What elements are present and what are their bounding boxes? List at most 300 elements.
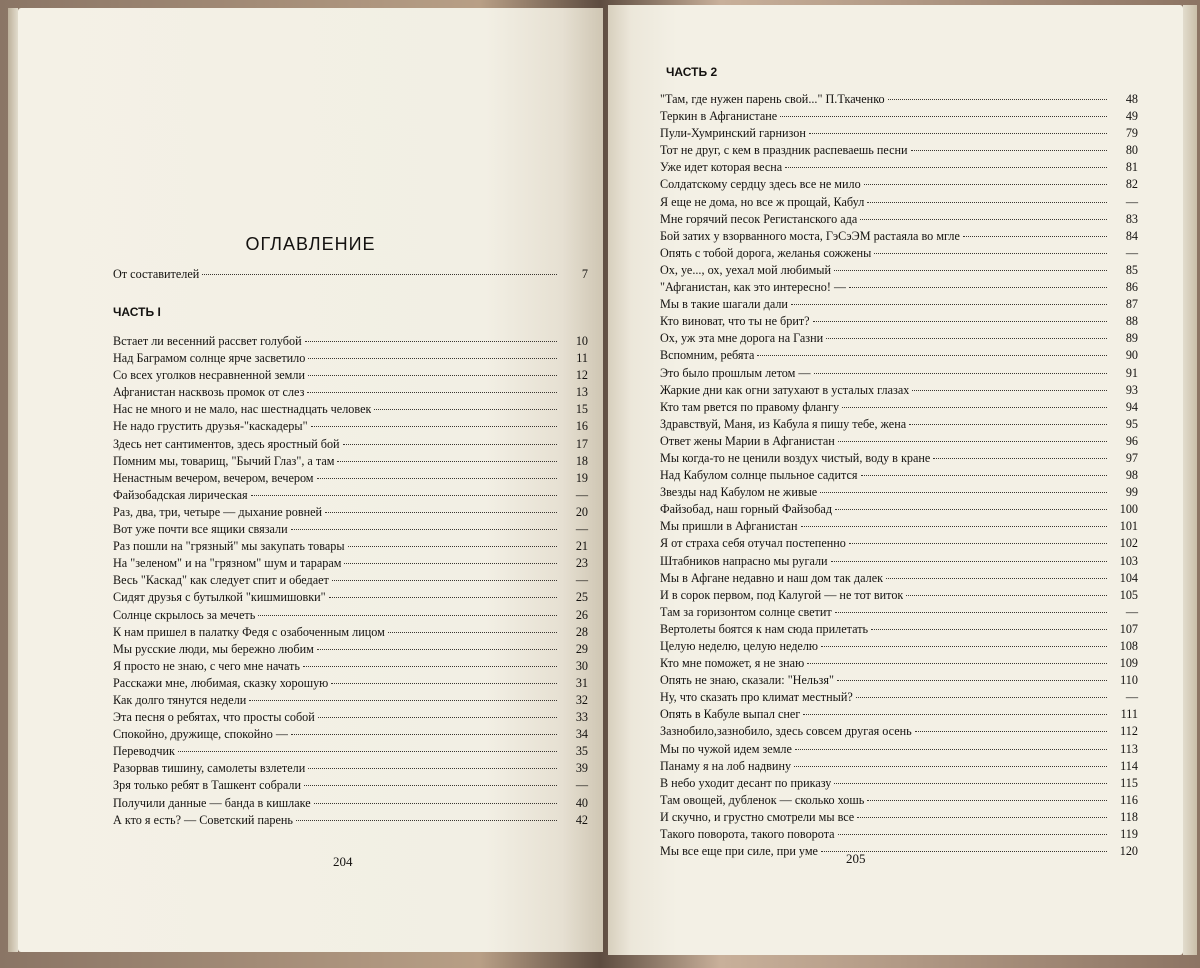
entry-title: Тот не друг, с кем в праздник распеваешь песни xyxy=(660,143,908,158)
entry-title: Зазнобило,зазнобило, здесь совсем другая осень xyxy=(660,724,912,739)
toc-entry[interactable] xyxy=(113,743,588,760)
entry-page: 80 xyxy=(1125,143,1138,158)
dot-leader xyxy=(826,338,1107,339)
dot-leader xyxy=(314,803,557,804)
entry-page: 39 xyxy=(575,761,588,776)
entry-page: 100 xyxy=(1119,502,1138,517)
entry-page: 81 xyxy=(1125,160,1138,175)
entry-title: Над Баграмом солнце ярче засветило xyxy=(113,351,306,366)
dot-leader xyxy=(325,512,557,513)
entry-page: 29 xyxy=(575,641,588,656)
dot-leader xyxy=(308,768,557,769)
toc-entry[interactable] xyxy=(113,504,588,521)
dot-leader xyxy=(329,597,557,598)
toc-entry[interactable] xyxy=(660,313,1138,330)
entry-page: 85 xyxy=(1125,262,1138,277)
entry-page: 84 xyxy=(1125,228,1138,243)
entry-title: Вертолеты боятся к нам сюда прилетать xyxy=(660,621,869,636)
entry-title: Мы русские люди, мы бережно любим xyxy=(113,641,314,656)
toc-entry[interactable] xyxy=(113,487,588,504)
toc-entry[interactable] xyxy=(660,723,1138,740)
entry-title: Вспомним, ребята xyxy=(660,348,755,363)
entry-page: 10 xyxy=(575,334,588,348)
entry-page: — xyxy=(575,487,588,502)
entry-title: Кто мне поможет, я не знаю xyxy=(660,656,805,671)
entry-page: 26 xyxy=(575,607,588,622)
toc-list-part-2 xyxy=(660,91,1138,860)
dot-leader xyxy=(332,580,557,581)
toc-entry[interactable] xyxy=(660,433,1138,450)
dot-leader xyxy=(801,526,1107,527)
dot-leader xyxy=(291,734,557,735)
entry-title: Ох, уж эта мне дорога на Газни xyxy=(660,331,824,346)
toc-entry[interactable] xyxy=(660,296,1138,313)
entry-title: Эта песня о ребятах, что просты собой xyxy=(113,710,315,725)
entry-title: Сидят друзья с бутылкой "кишмишовки" xyxy=(113,590,326,605)
toc-entry[interactable] xyxy=(660,176,1138,193)
dot-leader xyxy=(304,785,557,786)
part-1-heading: ЧАСТЬ I xyxy=(113,305,161,319)
entry-page: 110 xyxy=(1120,673,1138,688)
toc-entry[interactable] xyxy=(660,142,1138,159)
entry-title: "Там, где нужен парень свой..." П.Ткаченко xyxy=(660,92,885,106)
toc-entry[interactable] xyxy=(660,638,1138,655)
entry-page: 108 xyxy=(1119,639,1138,653)
entry-page: 98 xyxy=(1125,468,1138,483)
entry-title: "Афганистан, как это интересно! — xyxy=(660,280,847,295)
entry-title: Как долго тянутся недели xyxy=(113,692,247,707)
toc-entry[interactable] xyxy=(660,416,1138,433)
dot-leader xyxy=(912,390,1107,391)
dot-leader xyxy=(874,253,1107,254)
toc-entry[interactable] xyxy=(113,538,588,555)
toc-entry[interactable] xyxy=(660,245,1138,262)
entry-page: 115 xyxy=(1120,775,1138,790)
dot-leader xyxy=(311,426,557,427)
toc-entry[interactable] xyxy=(660,330,1138,347)
entry-page: 99 xyxy=(1125,485,1138,500)
dot-leader xyxy=(886,578,1107,579)
dot-leader xyxy=(888,99,1107,100)
toc-entry[interactable] xyxy=(113,333,588,350)
entry-page: — xyxy=(1125,245,1138,260)
entry-title: Мы в такие шагали дали xyxy=(660,297,788,312)
entry-page: — xyxy=(575,573,588,588)
entry-page: 15 xyxy=(575,402,588,417)
entry-title: Нас не много и не мало, нас шестнадцать человек xyxy=(113,402,372,417)
dot-leader xyxy=(348,546,557,547)
dot-leader xyxy=(911,150,1107,151)
dot-leader xyxy=(291,529,557,530)
dot-leader xyxy=(202,274,557,275)
entry-page: 83 xyxy=(1125,211,1138,226)
entry-title: Штабников напрасно мы ругали xyxy=(660,553,828,568)
entry-page: 21 xyxy=(575,539,588,554)
entry-page: 93 xyxy=(1125,382,1138,397)
entry-page: — xyxy=(1125,194,1138,209)
entry-title: Опять с тобой дорога, желанья сожжены xyxy=(660,245,872,260)
entry-page: 87 xyxy=(1125,297,1138,312)
dot-leader xyxy=(803,714,1107,715)
dot-leader xyxy=(835,612,1107,613)
toc-entry[interactable] xyxy=(660,843,1138,860)
entry-page: 90 xyxy=(1125,348,1138,363)
toc-entry[interactable] xyxy=(660,706,1138,723)
entry-page: — xyxy=(575,522,588,537)
dot-leader xyxy=(791,304,1107,305)
toc-entry[interactable] xyxy=(113,795,588,812)
entry-page: 16 xyxy=(575,419,588,434)
entry-title: Над Кабулом солнце пыльное садится xyxy=(660,468,858,483)
entry-page: 97 xyxy=(1125,450,1138,465)
dot-leader xyxy=(860,219,1107,220)
toc-entry[interactable] xyxy=(660,689,1138,706)
toc-entry[interactable] xyxy=(660,553,1138,570)
toc-entry[interactable] xyxy=(660,399,1138,416)
entry-title: Здесь нет сантиментов, здесь яростный бой xyxy=(113,436,340,451)
entry-page: — xyxy=(1125,604,1138,619)
dot-leader xyxy=(307,392,557,393)
entry-page: 113 xyxy=(1120,741,1138,756)
toc-entry[interactable] xyxy=(660,194,1138,211)
dot-leader xyxy=(337,461,557,462)
entry-page: 48 xyxy=(1125,92,1138,106)
dot-leader xyxy=(331,683,557,684)
toc-entry[interactable] xyxy=(660,501,1138,518)
entry-page: 105 xyxy=(1119,587,1138,602)
toc-entry[interactable] xyxy=(660,211,1138,228)
entry-page: 109 xyxy=(1119,656,1138,671)
dot-leader xyxy=(871,629,1107,630)
entry-page: 18 xyxy=(575,453,588,468)
dot-leader xyxy=(867,800,1107,801)
toc-entry[interactable] xyxy=(660,91,1138,108)
entry-title: Опять в Кабуле выпал снег xyxy=(660,707,801,722)
toc-entry[interactable] xyxy=(113,470,588,487)
entry-page: 19 xyxy=(575,470,588,485)
entry-title: Раз, два, три, четыре — дыхание ровней xyxy=(113,504,323,519)
toc-entry[interactable] xyxy=(660,365,1138,382)
dot-leader xyxy=(388,632,557,633)
toc-entry[interactable] xyxy=(113,812,588,829)
toc-entry[interactable] xyxy=(113,607,588,624)
left-page xyxy=(18,8,603,952)
toc-entry[interactable] xyxy=(660,587,1138,604)
entry-page: 33 xyxy=(575,710,588,725)
entry-title: А кто я есть? — Советский парень xyxy=(113,812,293,827)
entry-title: Мне горячий песок Регистанского ада xyxy=(660,211,858,226)
dot-leader xyxy=(308,375,557,376)
entry-title: И скучно, и грустно смотрели мы все xyxy=(660,809,855,824)
right-page-edge xyxy=(1183,5,1197,955)
dot-leader xyxy=(780,116,1107,117)
dot-leader xyxy=(861,475,1107,476)
toc-entry[interactable] xyxy=(113,589,588,606)
dot-leader xyxy=(814,373,1107,374)
entry-page: — xyxy=(1125,690,1138,705)
entry-page: 7 xyxy=(581,267,588,281)
dot-leader xyxy=(305,341,557,342)
toc-entry[interactable] xyxy=(660,672,1138,689)
toc-entry[interactable] xyxy=(660,655,1138,672)
entry-title: Мы по чужой идем земле xyxy=(660,741,792,756)
dot-leader xyxy=(838,834,1107,835)
dot-leader xyxy=(807,663,1107,664)
entry-title: Солнце скрылось за мечеть xyxy=(113,607,256,622)
entry-page: 12 xyxy=(575,368,588,383)
toc-entry[interactable] xyxy=(113,726,588,743)
toc-entry-front-matter[interactable] xyxy=(113,266,588,283)
toc-entry[interactable] xyxy=(660,262,1138,279)
toc-entry[interactable] xyxy=(660,125,1138,142)
toc-entry[interactable] xyxy=(113,658,588,675)
toc-entry[interactable] xyxy=(660,108,1138,125)
dot-leader xyxy=(835,509,1107,510)
dot-leader xyxy=(963,236,1107,237)
toc-entry[interactable] xyxy=(113,555,588,572)
left-page-edge xyxy=(8,8,18,952)
entry-title: Ну, что сказать про климат местный? xyxy=(660,690,853,705)
toc-entry[interactable] xyxy=(113,760,588,777)
toc-entry[interactable] xyxy=(660,792,1138,809)
toc-entry[interactable] xyxy=(660,450,1138,467)
dot-leader xyxy=(178,751,557,752)
entry-title: На "зеленом" и на "грязном" шум и тарарам xyxy=(113,556,342,571)
dot-leader xyxy=(834,270,1107,271)
toc-entry[interactable] xyxy=(113,692,588,709)
toc-entry[interactable] xyxy=(660,826,1138,843)
dot-leader xyxy=(831,561,1107,562)
entry-page: 35 xyxy=(575,744,588,759)
entry-title: Это было прошлым летом — xyxy=(660,365,811,380)
entry-page: 25 xyxy=(575,590,588,605)
entry-page: 95 xyxy=(1125,416,1138,431)
dot-leader xyxy=(317,478,557,479)
entry-page: 88 xyxy=(1125,314,1138,329)
entry-title: Помним мы, товарищ, "Бычий Глаз", а там xyxy=(113,453,335,468)
entry-title: Файзобад, наш горный Файзобад xyxy=(660,502,833,517)
toc-entry[interactable] xyxy=(660,347,1138,364)
toc-entry[interactable] xyxy=(660,621,1138,638)
toc-entry[interactable] xyxy=(113,675,588,692)
toc-entry[interactable] xyxy=(660,570,1138,587)
part-2-heading: ЧАСТЬ 2 xyxy=(666,65,718,79)
entry-title: Здравствуй, Маня, из Кабула я пишу тебе, жена xyxy=(660,416,907,431)
toc-entry[interactable] xyxy=(113,453,588,470)
toc-entry[interactable] xyxy=(660,159,1138,176)
entry-page: 96 xyxy=(1125,433,1138,448)
entry-page: 11 xyxy=(576,351,588,366)
toc-entry[interactable] xyxy=(113,641,588,658)
entry-page: 103 xyxy=(1119,553,1138,568)
toc-entry[interactable] xyxy=(660,518,1138,535)
entry-title: Раз пошли на "грязный" мы закупать товары xyxy=(113,539,345,554)
entry-title: Панаму я на лоб надвину xyxy=(660,758,792,773)
entry-title: Встает ли весенний рассвет голубой xyxy=(113,334,302,348)
entry-title: Спокойно, дружище, спокойно — xyxy=(113,727,289,742)
entry-title: Зря только ребят в Ташкент собрали xyxy=(113,778,301,793)
toc-entry[interactable] xyxy=(113,624,588,641)
dot-leader xyxy=(249,700,557,701)
entry-title: К нам пришел в палатку Федя с озабоченным лицом xyxy=(113,624,385,639)
right-page xyxy=(608,5,1183,955)
dot-leader xyxy=(794,766,1107,767)
dot-leader xyxy=(821,646,1107,647)
entry-title: Такого поворота, такого поворота xyxy=(660,827,835,842)
toc-entry[interactable] xyxy=(660,741,1138,758)
dot-leader xyxy=(906,595,1107,596)
entry-title: Файзобадская лирическая xyxy=(113,487,248,502)
dot-leader xyxy=(820,492,1107,493)
entry-title: От составителей xyxy=(113,267,200,281)
entry-title: Расскажи мне, любимая, сказку хорошую xyxy=(113,675,329,690)
toc-entry[interactable] xyxy=(660,809,1138,826)
toc-title: ОГЛАВЛЕНИЕ xyxy=(245,234,376,254)
entry-page: 94 xyxy=(1125,399,1138,414)
entry-page: 13 xyxy=(575,385,588,400)
entry-page: 23 xyxy=(575,556,588,571)
toc-entry[interactable] xyxy=(660,228,1138,245)
dot-leader xyxy=(933,458,1107,459)
entry-page: 82 xyxy=(1125,177,1138,192)
dot-leader xyxy=(915,731,1107,732)
dot-leader xyxy=(251,495,557,496)
entry-title: Кто там рвется по правому флангу xyxy=(660,399,840,414)
entry-title: Ответ жены Марии в Афганистан xyxy=(660,433,835,448)
entry-title: Бой затих у взорванного моста, ГэСэЭМ растаяла во мгле xyxy=(660,228,960,243)
entry-title: Мы все еще при силе, при уме xyxy=(660,844,818,859)
entry-title: Я от страха себя отучал постепенно xyxy=(660,536,846,551)
toc-entry[interactable] xyxy=(660,484,1138,501)
entry-page: 32 xyxy=(575,692,588,707)
entry-title: Там за горизонтом солнце светит xyxy=(660,604,832,619)
toc-entry[interactable] xyxy=(113,572,588,589)
toc-list-part-1 xyxy=(113,333,588,829)
entry-title: Звезды над Кабулом не живые xyxy=(660,485,818,500)
entry-title: Разорвав тишину, самолеты взлетели xyxy=(113,761,306,776)
entry-page: 86 xyxy=(1125,280,1138,295)
dot-leader xyxy=(795,749,1107,750)
entry-page: 116 xyxy=(1120,792,1138,807)
toc-entry[interactable] xyxy=(113,367,588,384)
entry-title: Не надо грустить друзья-"каскадеры" xyxy=(113,419,308,434)
entry-page: 49 xyxy=(1125,109,1138,124)
entry-page: 112 xyxy=(1120,724,1138,739)
entry-page: — xyxy=(575,778,588,793)
entry-page: 40 xyxy=(575,795,588,810)
dot-leader xyxy=(258,615,557,616)
entry-page: 111 xyxy=(1120,707,1138,722)
toc-entry[interactable] xyxy=(660,604,1138,621)
dot-leader xyxy=(785,167,1107,168)
entry-page: 114 xyxy=(1120,758,1138,773)
toc-entry[interactable] xyxy=(113,709,588,726)
dot-leader xyxy=(837,680,1107,681)
toc-entry[interactable] xyxy=(660,535,1138,552)
entry-title: Кто виноват, что ты не брит? xyxy=(660,314,810,329)
entry-title: Уже идет которая весна xyxy=(660,160,783,175)
entry-page: 89 xyxy=(1125,331,1138,346)
toc-entry[interactable] xyxy=(113,384,588,401)
entry-title: Ох, уе..., ох, уехал мой любимый xyxy=(660,262,832,277)
entry-page: 118 xyxy=(1120,809,1138,824)
dot-leader xyxy=(296,820,557,821)
entry-title: Со всех уголков несравненной земли xyxy=(113,368,305,383)
toc-entry[interactable] xyxy=(113,350,588,367)
dot-leader xyxy=(867,202,1107,203)
entry-page: 120 xyxy=(1119,844,1138,859)
entry-title: Весь "Каскад" как следует спит и обедает xyxy=(113,573,329,588)
dot-leader xyxy=(318,717,557,718)
entry-title: Опять не знаю, сказали: "Нельзя" xyxy=(660,673,834,688)
dot-leader xyxy=(909,424,1107,425)
toc-entry[interactable] xyxy=(113,521,588,538)
page-number-left: 204 xyxy=(333,854,353,869)
dot-leader xyxy=(838,441,1107,442)
toc-entry[interactable] xyxy=(113,777,588,794)
entry-title: Ненастным вечером, вечером, вечером xyxy=(113,470,314,485)
toc-entry[interactable] xyxy=(660,279,1138,296)
entry-page: 102 xyxy=(1119,536,1138,551)
entry-page: 119 xyxy=(1120,827,1138,842)
dot-leader xyxy=(856,697,1107,698)
dot-leader xyxy=(864,184,1107,185)
dot-leader xyxy=(757,355,1107,356)
entry-title: В небо уходит десант по приказу xyxy=(660,775,832,790)
dot-leader xyxy=(857,817,1107,818)
entry-page: 101 xyxy=(1119,519,1138,534)
entry-title: Афганистан насквозь промок от слез xyxy=(113,385,305,400)
toc-entry[interactable] xyxy=(660,758,1138,775)
toc-entry[interactable] xyxy=(113,401,588,418)
entry-title: Целую неделю, целую неделю xyxy=(660,639,819,653)
entry-title: Мы когда-то не ценили воздух чистый, воду в кране xyxy=(660,450,931,465)
entry-title: Получили данные — банда в кишлаке xyxy=(113,795,311,810)
toc-entry[interactable] xyxy=(113,418,588,435)
dot-leader xyxy=(317,649,557,650)
entry-page: 28 xyxy=(575,624,588,639)
entry-page: 20 xyxy=(575,504,588,519)
entry-title: Пули-Хумринский гарнизон xyxy=(660,126,806,141)
entry-title: Мы пришли в Афганистан xyxy=(660,519,798,534)
toc-entry[interactable] xyxy=(660,467,1138,484)
page-number-right: 205 xyxy=(846,851,866,866)
entry-page: 31 xyxy=(575,675,588,690)
entry-title: Я еще не дома, но все ж прощай, Кабул xyxy=(660,194,865,209)
entry-title: Вот уже почти все ящики связали xyxy=(113,522,288,537)
toc-entry[interactable] xyxy=(113,436,588,453)
entry-page: 107 xyxy=(1119,621,1138,636)
entry-page: 34 xyxy=(575,727,588,742)
dot-leader xyxy=(809,133,1107,134)
dot-leader xyxy=(813,321,1107,322)
entry-page: 17 xyxy=(575,436,588,451)
dot-leader xyxy=(849,543,1107,544)
dot-leader xyxy=(374,409,557,410)
dot-leader xyxy=(842,407,1107,408)
entry-page: 91 xyxy=(1125,365,1138,380)
entry-page: 104 xyxy=(1119,570,1138,585)
dot-leader xyxy=(308,358,557,359)
dot-leader xyxy=(303,666,557,667)
dot-leader xyxy=(344,563,557,564)
entry-page: 79 xyxy=(1125,126,1138,141)
toc-entry[interactable] xyxy=(660,382,1138,399)
entry-title: Жаркие дни как огни затухают в усталых глазах xyxy=(660,382,910,397)
entry-page: 30 xyxy=(575,658,588,673)
dot-leader xyxy=(343,444,557,445)
toc-entry[interactable] xyxy=(660,775,1138,792)
